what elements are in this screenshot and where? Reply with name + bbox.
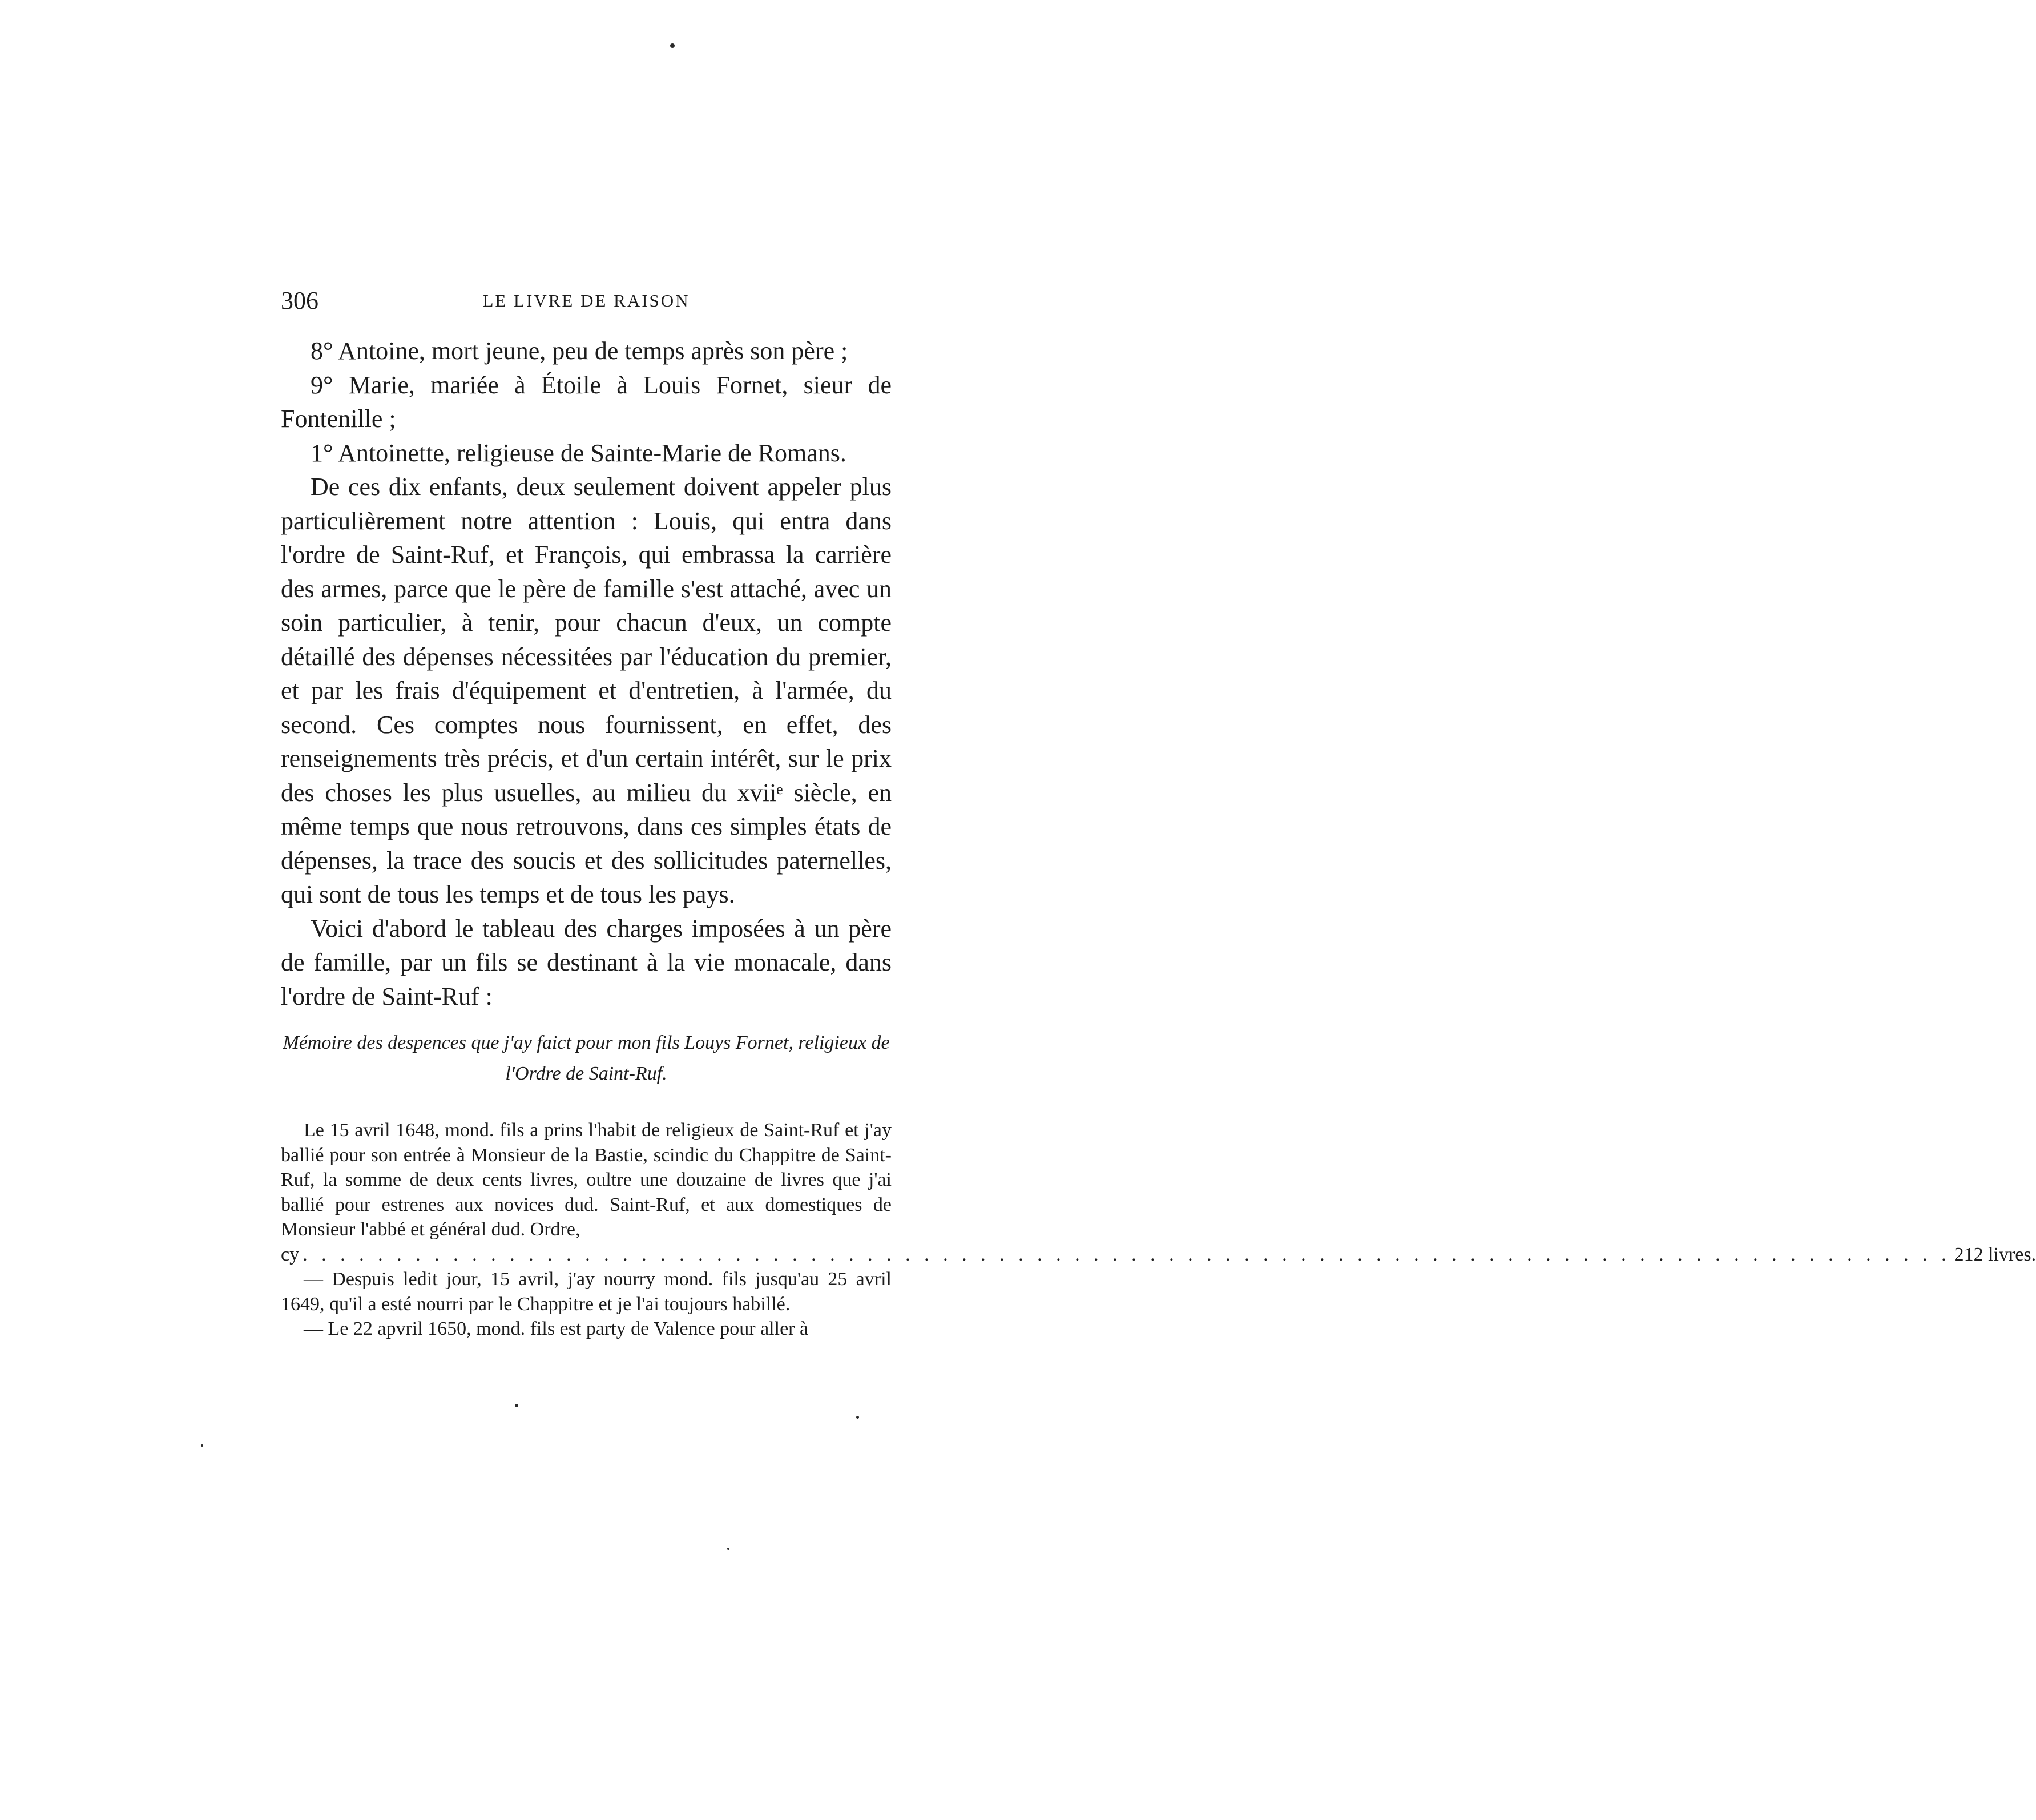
paragraph: 8° Antoine, mort jeune, peu de temps après son père ;	[311, 337, 848, 365]
memoire-entry: — Despuis ledit jour, 15 avril, j'ay nourry mond. fils jusqu'au 25 avril 1649, qu'il a esté nourri par le Chappitre et je l'ai toujours habillé.	[281, 1269, 892, 1315]
memoire-entry-lead: cy	[281, 1243, 300, 1265]
paragraph: Voici d'abord le tableau des charges imposées à un père de famille, par un fils se destinant à la vie monacale, dans l'ordre de Saint-Ruf :	[281, 914, 892, 1010]
paragraph: 1° Antoinette, religieuse de Sainte-Marie de Romans.	[311, 438, 846, 467]
ink-speck	[201, 1444, 203, 1447]
memoire-entry-total-line	[281, 1242, 2036, 1267]
ink-speck	[727, 1548, 729, 1550]
memoire-title: Mémoire des despences que j'ay faict pour mon fils Louys Fornet, religieux de l'Ordre de Saint-Ruf.	[283, 1032, 890, 1084]
memoire-entry-text: Le 15 avril 1648, mond. fils a prins l'habit de religieux de Saint-Ruf et j'ay ballié pour son entrée à Monsieur de la Bastie, scindic du Chappitre de Saint-Ruf, la somme de deux cents livres, oultre une douzaine de livres que j'ai ballié pour estrenes aux novices dud. Saint-Ruf, et aux domestiques de Monsieur l'abbé et général dud. Ordre,	[281, 1120, 892, 1240]
page-header	[281, 284, 892, 318]
memoire-entry: — Le 22 apvril 1650, mond. fils est party de Valence pour aller à	[304, 1318, 809, 1339]
memoire-entry-amount: 212 livres.	[1954, 1243, 2036, 1265]
main-text	[281, 334, 892, 1013]
memoire-body	[281, 1118, 2036, 1342]
memoire-entry	[281, 1118, 892, 1242]
running-title: LE LIVRE DE RAISON	[482, 291, 690, 311]
paragraph: De ces dix enfants, deux seulement doivent appeler plus particulièrement notre attention : Louis, qui entra dans l'ordre de Saint-Ruf, et François, qui embrassa la carrière des armes, parce que le père de famille s'est attaché, avec un soin particulier, à tenir, pour chacun d'eux, un compte détaillé des dépenses nécessitées par l'éducation du premier, et par les frais d'équipement et d'entretien, à l'armée, du second. Ces comptes nous fournissent, en effet, des renseignements très précis, et d'un certain intérêt, sur le prix des choses les plus usuelles, au milieu du xviiᵉ siècle, en même temps que nous retrouvons, dans ces simples états de dépenses, la trace des soucis et des sollicitudes paternelles, qui sont de tous les temps et de tous les pays.	[281, 473, 892, 908]
ink-speck	[670, 43, 675, 48]
ink-speck	[856, 1416, 859, 1419]
page-number: 306	[281, 287, 318, 315]
paragraph: 9° Marie, mariée à Étoile à Louis Fornet, sieur de Fontenille ;	[281, 371, 892, 433]
ink-speck	[515, 1404, 518, 1407]
dot-leader: . . . . . . . . . . . . . . . . . . . . . . . . . . . . . . . . . . . . . . . . . . . . . . . . . . . . . . . . . . . . . . . . . . . . . . . . . . . . . . . . . . . . . . . .	[303, 1243, 1951, 1265]
